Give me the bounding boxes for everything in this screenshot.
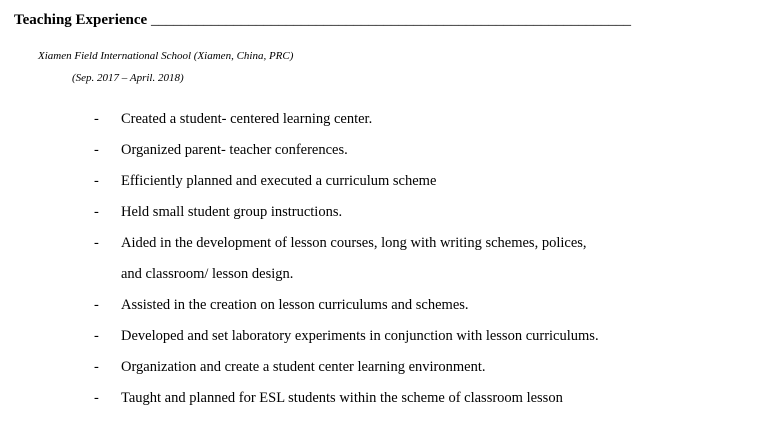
duty-text: Aided in the development of lesson courses, long with writing schemes, polices, bbox=[121, 235, 587, 251]
section-title: Teaching Experience bbox=[14, 12, 148, 28]
duty-text: Organization and create a student center learning environment. bbox=[121, 359, 486, 375]
bullet-marker: - bbox=[94, 111, 99, 127]
bullet-marker: - bbox=[94, 173, 99, 189]
section-rule: ________________________________________________________________ bbox=[150, 12, 631, 28]
employment-dates: (Sep. 2017 – April. 2018) bbox=[72, 72, 184, 84]
bullet-marker: - bbox=[94, 359, 99, 375]
employer-name: Xiamen Field International School (Xiamen, China, PRC) bbox=[38, 50, 294, 62]
duty-text: Assisted in the creation on lesson curriculums and schemes. bbox=[121, 297, 469, 313]
bullet-marker: - bbox=[94, 390, 99, 406]
bullet-marker: - bbox=[94, 328, 99, 344]
duty-text: Organized parent- teacher conferences. bbox=[121, 142, 348, 158]
bullet-marker: - bbox=[94, 297, 99, 313]
duty-text: Held small student group instructions. bbox=[121, 204, 343, 220]
bullet-marker: - bbox=[94, 235, 99, 251]
duty-text: Created a student- centered learning center. bbox=[121, 111, 373, 127]
bullet-marker: - bbox=[94, 142, 99, 158]
duty-text: Taught and planned for ESL students within the scheme of classroom lesson bbox=[121, 390, 563, 406]
duty-text: Developed and set laboratory experiments in conjunction with lesson curriculums. bbox=[121, 328, 599, 344]
bullet-marker: - bbox=[94, 204, 99, 220]
duty-text: Efficiently planned and executed a curriculum scheme bbox=[121, 173, 437, 189]
duty-continuation-text: and classroom/ lesson design. bbox=[121, 266, 294, 282]
